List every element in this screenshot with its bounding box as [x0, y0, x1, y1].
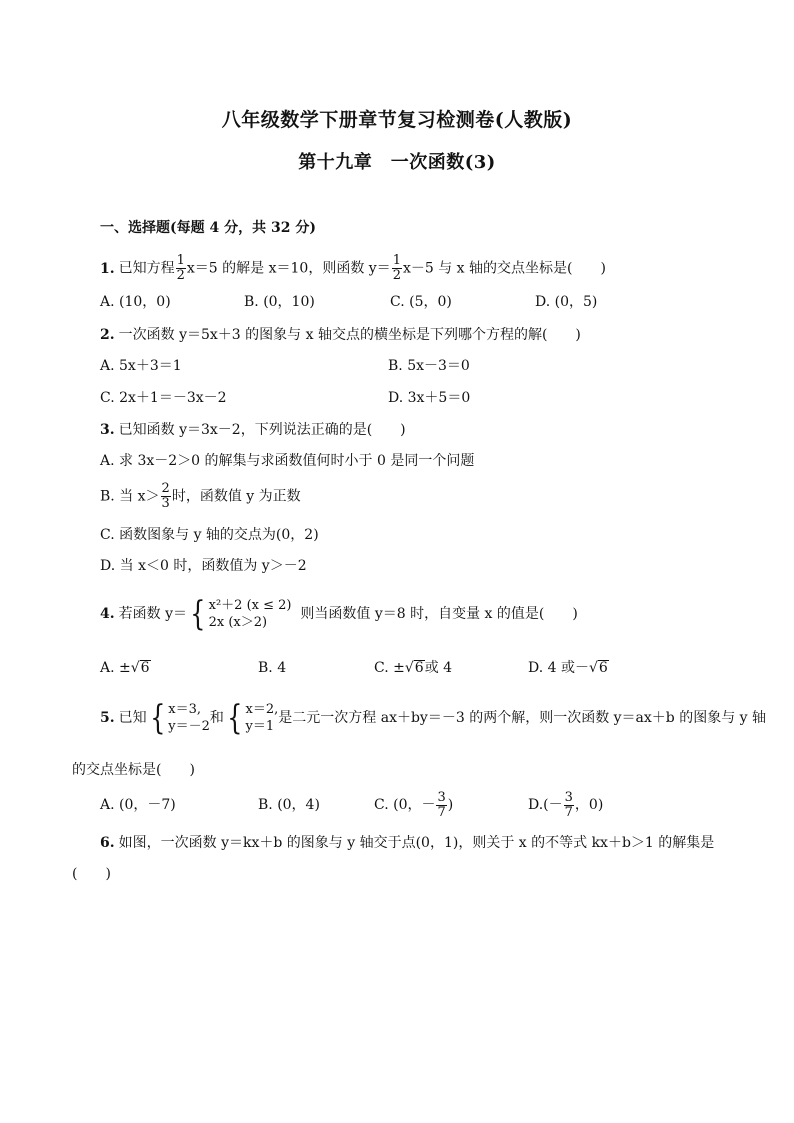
question-5-continued: 的交点坐标是( ) — [72, 762, 195, 778]
fraction: $\frac{2}{3}$ — [161, 481, 170, 511]
q5-option-b: B. (0，4) — [258, 797, 320, 813]
question-2: 2. 一次函数 y＝5x＋3 的图象与 x 轴交点的横坐标是下列哪个方程的解( ) — [100, 327, 581, 343]
q2-option-d: D. 3x＋5＝0 — [388, 390, 471, 406]
q5-option-a: A. (0，－7) — [100, 797, 176, 813]
question-number: 4. — [100, 606, 115, 622]
sqrt-symbol: √6 — [130, 660, 150, 676]
q3-option-c: C. 函数图象与 y 轴的交点为(0，2) — [100, 527, 319, 543]
question-number: 1. — [100, 260, 115, 277]
q3-option-a: A. 求 3x－2＞0 的解集与求函数值何时小于 0 是同一个问题 — [100, 453, 475, 469]
section-heading: 一、选择题(每题 4 分，共 32 分) — [100, 220, 316, 236]
question-6: 6. 如图，一次函数 y＝kx＋b 的图象与 y 轴交于点(0，1)，则关于 x 的不等式 kx＋b＞1 的解集是 — [100, 835, 715, 851]
page-title: 八年级数学下册章节复习检测卷(人教版) — [221, 109, 573, 131]
fraction: $\frac{3}{7}$ — [564, 789, 573, 820]
question-3: 3. 已知函数 y＝3x－2，下列说法正确的是( ) — [100, 422, 406, 438]
q1-option-d: D. (0，5) — [535, 294, 598, 310]
question-4: 4. 若函数 y＝{ x²＋2 (x ≤ 2) 2x (x＞2) 则当函数值 y＝8 时，自变量 x 的值是( ) — [100, 594, 578, 634]
q1-option-a: A. (10，0) — [100, 294, 171, 310]
piecewise-function: { x²＋2 (x ≤ 2) 2x (x＞2) — [190, 594, 292, 634]
question-1: 1. 已知方程 $\frac{1}{2}$ x＝5 的解是 x＝10，则函数 y＝ $\frac{1}{2}$ x－5 与 x 轴的交点坐标是( ) — [100, 253, 606, 283]
sqrt-symbol: √6 — [588, 660, 608, 676]
page-subtitle: 第十九章 一次函数(3) — [298, 152, 496, 173]
q2-option-b: B. 5x－3＝0 — [388, 358, 470, 374]
fraction: $\frac{3}{7}$ — [437, 789, 446, 820]
q3-option-d: D. 当 x＜0 时，函数值为 y＞－2 — [100, 558, 307, 574]
q5-option-c: C. (0，－ $\frac{3}{7}$ ) — [374, 789, 454, 820]
question-number: 5. — [100, 710, 115, 726]
q2-option-c: C. 2x＋1＝－3x－2 — [100, 390, 227, 406]
equation-system-1: { x＝3, y＝－2 — [149, 698, 210, 738]
q4-option-a: A. ±√6 — [100, 660, 150, 676]
question-number: 2. — [100, 327, 115, 343]
fraction: $\frac{1}{2}$ — [176, 253, 185, 283]
q1-option-c: C. (5，0) — [390, 294, 452, 310]
equation-system-2: { x＝2, y＝1 — [227, 698, 279, 738]
q3-option-b: B. 当 x＞ $\frac{2}{3}$ 时，函数值 y 为正数 — [100, 481, 301, 511]
q4-option-b: B. 4 — [258, 660, 287, 676]
question-number: 6. — [100, 835, 115, 851]
q1-option-b: B. (0，10) — [244, 294, 315, 310]
q5-option-d: D.(－ $\frac{3}{7}$ ，0) — [528, 789, 604, 820]
question-6-continued: ( ) — [72, 866, 111, 882]
sqrt-symbol: √6 — [404, 660, 424, 676]
question-number: 3. — [100, 422, 115, 438]
q4-option-c: C. ±√6或 4 — [374, 660, 453, 676]
q4-option-d: D. 4 或－√6 — [528, 660, 608, 676]
question-5: 5. 已知{ x＝3, y＝－2 和{ x＝2, y＝1 是二元一次方程 ax＋by＝－3 的两个解，则一次函数 y＝ax＋b 的图象与 y 轴 — [100, 698, 767, 738]
q2-option-a: A. 5x＋3＝1 — [100, 358, 182, 374]
fraction: $\frac{1}{2}$ — [392, 253, 401, 283]
